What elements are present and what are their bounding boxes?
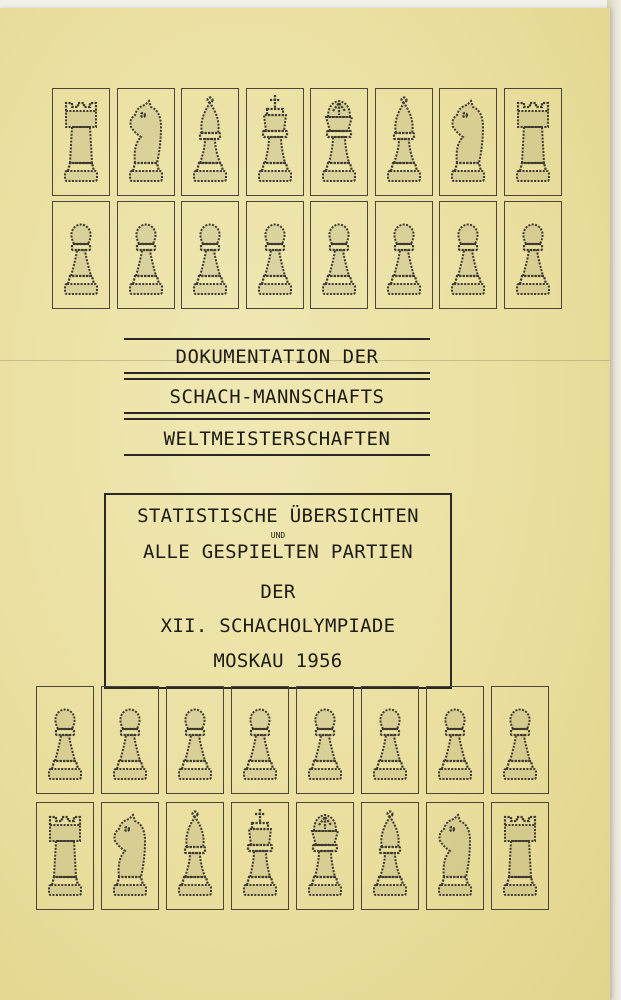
box-line-2: ALLE GESPIELTEN PARTIEN [143, 541, 413, 563]
bishop-icon [361, 802, 419, 910]
rook-icon [491, 802, 549, 910]
bishop-icon [181, 88, 239, 196]
pawn-icon [491, 686, 549, 794]
king-icon [231, 802, 289, 910]
title-rule [124, 418, 430, 420]
knight-icon [426, 802, 484, 910]
queen-icon [310, 88, 368, 196]
pawn-icon [504, 201, 562, 309]
pawn-icon [310, 201, 368, 309]
title-line-3: WELTMEISTERSCHAFTEN [163, 428, 391, 450]
title-rule [124, 378, 430, 380]
pawn-icon [117, 201, 175, 309]
pawn-icon [166, 686, 224, 794]
box-line-1: STATISTISCHE ÜBERSICHTEN [137, 505, 419, 527]
box-connector: UND [270, 531, 286, 540]
pawn-icon [361, 686, 419, 794]
title-line-2: SCHACH-MANNSCHAFTS [169, 386, 385, 408]
knight-icon [101, 802, 159, 910]
pawn-icon [246, 201, 304, 309]
title-rule [124, 454, 430, 456]
pawn-icon [181, 201, 239, 309]
pawn-icon [36, 686, 94, 794]
queen-icon [296, 802, 354, 910]
rook-icon [52, 88, 110, 196]
pawn-icon [101, 686, 159, 794]
title-line-1: DOKUMENTATION DER [175, 346, 379, 368]
title-rule [124, 412, 430, 414]
knight-icon [439, 88, 497, 196]
pawn-icon [296, 686, 354, 794]
title-rule [124, 338, 430, 340]
pawn-icon [52, 201, 110, 309]
rook-icon [36, 802, 94, 910]
booklet-cover [0, 8, 610, 1000]
bishop-icon [166, 802, 224, 910]
king-icon [246, 88, 304, 196]
pawn-icon [375, 201, 433, 309]
box-line-4: XII. SCHACHOLYMPIADE [160, 615, 396, 637]
bishop-icon [375, 88, 433, 196]
box-line-3: DER [260, 581, 296, 603]
pawn-icon [231, 686, 289, 794]
content-box [104, 493, 452, 689]
rook-icon [504, 88, 562, 196]
knight-icon [117, 88, 175, 196]
box-line-5: MOSKAU 1956 [213, 650, 343, 672]
title-rule [124, 372, 430, 374]
pawn-icon [426, 686, 484, 794]
pawn-icon [439, 201, 497, 309]
